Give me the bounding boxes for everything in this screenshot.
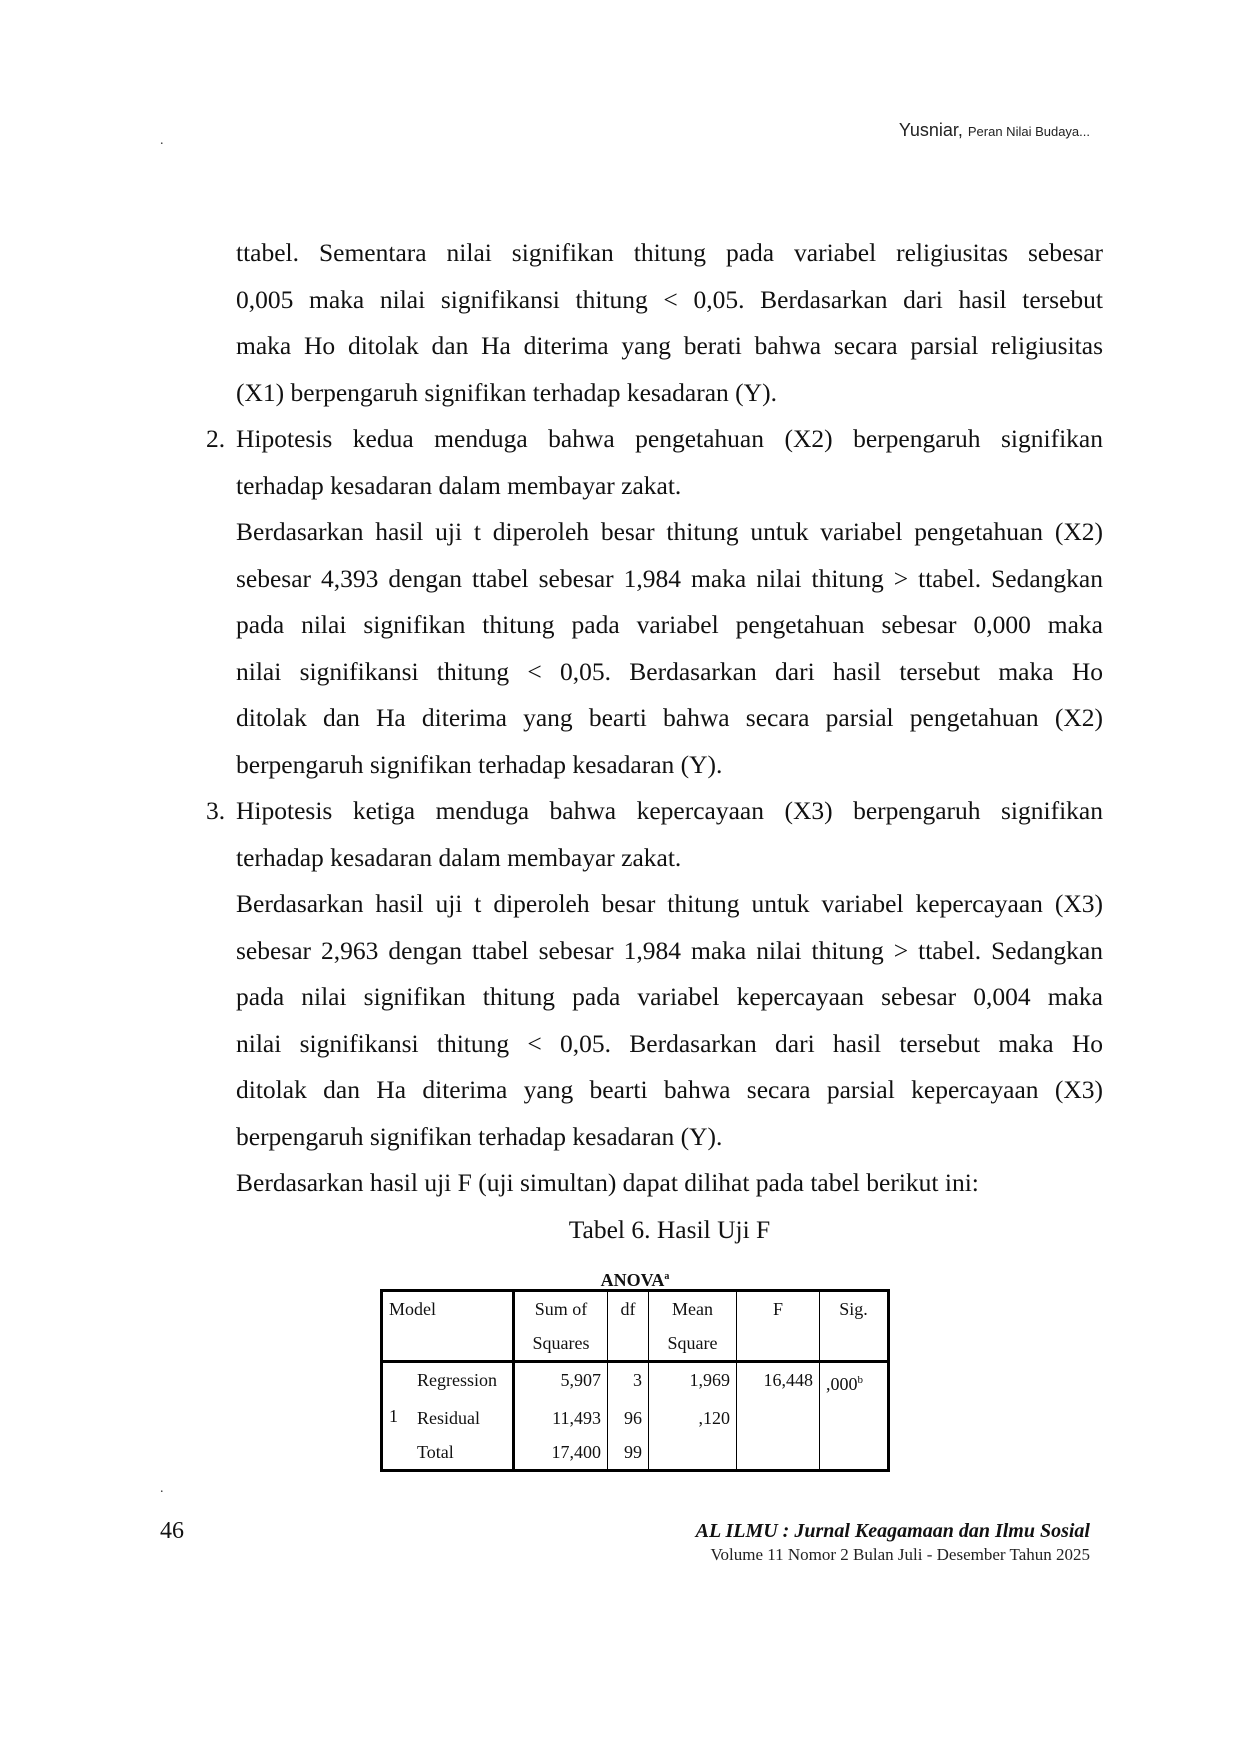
margin-dot-top: . [160,133,164,148]
text-line: pada nilai signifikan thitung pada variabel kepercayaan sebesar 0,004 maka [236,982,1103,1011]
text-line: berpengaruh signifikan terhadap kesadaran (Y). [236,1121,723,1151]
cell-f [737,1401,820,1435]
text-line: sebesar 2,963 dengan ttabel sebesar 1,984 maka nilai thitung > ttabel. Sedangkan [236,935,1103,965]
table-intro: Berdasarkan hasil uji F (uji simultan) dapat dilihat pada tabel berikut ini: [236,1168,979,1197]
text-line: terhadap kesadaran dalam membayar zakat. [236,470,682,500]
row-label: Regression [417,1370,497,1390]
header-mean-square [649,1291,737,1362]
cell-sig-sup: b [857,1374,863,1386]
running-head [899,120,1090,141]
footer-volume: Volume 11 Nomor 2 Bulan Juli - Desember Tahun 2025 [710,1545,1090,1564]
anova-table [380,1289,890,1472]
header-df-label: df [620,1299,636,1319]
cell-sig [820,1401,889,1435]
cell-df: 3 [608,1362,649,1402]
table-title [380,1265,890,1289]
hypothesis-item-2 [206,416,1103,788]
header-df [608,1291,649,1362]
text-line: sebesar 4,393 dengan ttabel sebesar 1,984 maka nilai thitung > ttabel. Sedangkan [236,563,1103,593]
text-line: terhadap kesadaran dalam membayar zakat. [236,842,682,872]
text-line: 0,005 maka nilai signifikansi thitung < 0,05. Berdasarkan dari hasil tersebut [236,284,1103,314]
cell-f [737,1435,820,1471]
text-line: Berdasarkan hasil uji t diperoleh besar thitung untuk variabel kepercayaan (X3) [236,889,1103,918]
running-head-author: Yusniar, [898,120,963,140]
text-line: ditolak dan Ha diterima yang bearti bahwa secara parsial pengetahuan (X2) [236,703,1103,732]
text-line: (X1) berpengaruh signifikan terhadap kesadaran (Y). [236,377,777,407]
table-header-row [382,1291,889,1362]
table-row [382,1362,889,1402]
footer-journal: AL ILMU : Jurnal Keagamaan dan Ilmu Sosial [695,1520,1090,1542]
text-line: maka Ho ditolak dan Ha diterima yang berati bahwa secara parsial religiusitas [236,331,1103,360]
table-caption: Tabel 6. Hasil Uji F [568,1214,771,1244]
text-line: nilai signifikansi thitung < 0,05. Berdasarkan dari hasil tersebut maka Ho [236,1028,1103,1058]
header-ss-line2: Squares [532,1333,590,1353]
header-ms-line1: Mean [672,1299,713,1319]
body-text [206,230,1103,1253]
cell-ss: 5,907 [514,1362,608,1402]
cell-ms: 1,969 [649,1362,737,1402]
header-model [382,1291,514,1362]
anova-table-block [380,1265,890,1472]
list-number: 2. [206,424,226,453]
row-label: Residual [417,1408,480,1428]
text-line: nilai signifikansi thitung < 0,05. Berdasarkan dari hasil tersebut maka Ho [236,656,1103,686]
header-f [737,1291,820,1362]
header-sig-label: Sig. [839,1299,868,1319]
header-ms-line2: Square [667,1333,718,1353]
model-number: 1 [389,1406,398,1426]
text-line: ditolak dan Ha diterima yang bearti bahwa secara parsial kepercayaan (X3) [236,1075,1103,1104]
text-line: ttabel. Sementara nilai signifikan thitung pada variabel religiusitas sebesar [236,238,1103,267]
list-number: 3. [206,796,226,825]
cell-f: 16,448 [737,1362,820,1402]
margin-dot-bottom: . [160,1481,164,1496]
hypothesis-item-3 [206,788,1103,1160]
cell-ms [649,1435,737,1471]
table-title-text: ANOVA [600,1270,665,1290]
header-ss-line1: Sum of [534,1299,588,1319]
paragraph-continuation [236,230,1103,416]
cell-ms: ,120 [649,1401,737,1435]
text-line: Hipotesis ketiga menduga bahwa kepercayaan (X3) berpengaruh signifikan [236,796,1103,825]
cell-ss: 17,400 [514,1435,608,1471]
cell-sig [820,1435,889,1471]
text-line: Berdasarkan hasil uji t diperoleh besar thitung untuk variabel pengetahuan (X2) [236,517,1103,546]
header-model-label: Model [389,1299,436,1319]
running-head-title: Peran Nilai Budaya... [967,124,1090,139]
cell-df: 99 [608,1435,649,1471]
text-line: pada nilai signifikan thitung pada variabel pengetahuan sebesar 0,000 maka [236,610,1103,639]
row-label: Total [417,1442,454,1462]
text-line: Hipotesis kedua menduga bahwa pengetahuan (X2) berpengaruh signifikan [236,424,1103,453]
text-line: berpengaruh signifikan terhadap kesadaran (Y). [236,749,723,779]
footer [696,1518,1090,1566]
cell-df: 96 [608,1401,649,1435]
page-number: 46 [160,1518,184,1544]
header-sig [820,1291,889,1362]
cell-ss: 11,493 [514,1401,608,1435]
header-sum-of-squares [514,1291,608,1362]
table-title-sup: a [664,1271,670,1282]
header-f-label: F [772,1299,783,1319]
table-row [382,1401,889,1435]
table-row [382,1435,889,1471]
cell-sig [820,1362,889,1402]
cell-sig-value: ,000 [826,1374,858,1394]
